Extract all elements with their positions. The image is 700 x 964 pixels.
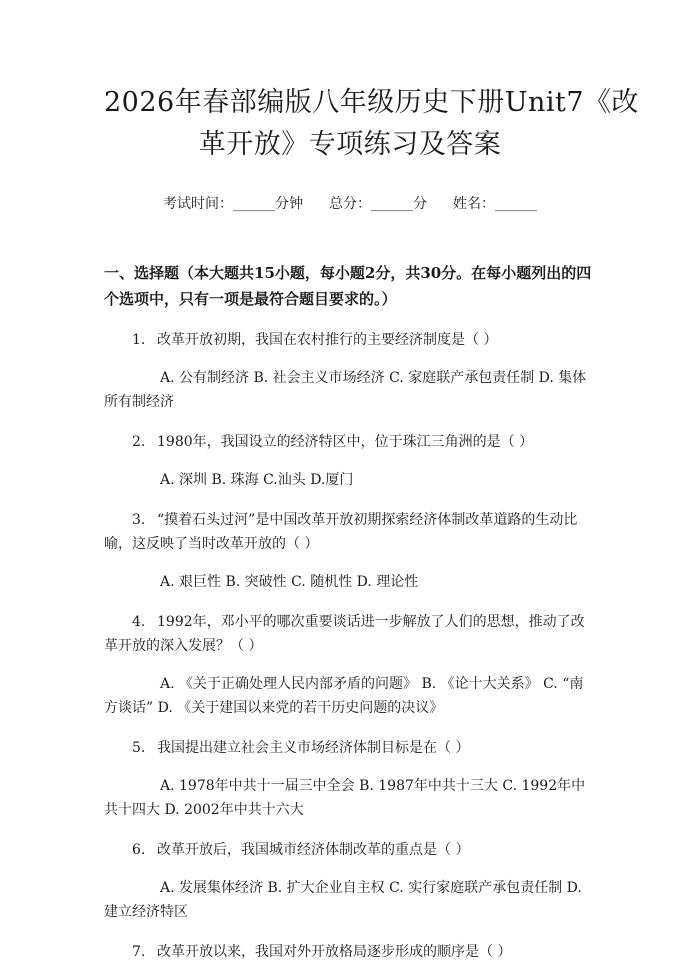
question-item — [104, 838, 596, 924]
question-text — [104, 328, 596, 352]
score-label: 总分： — [329, 196, 371, 212]
question-item — [104, 430, 596, 492]
question-stem: 我国提出建立社会主义市场经济体制目标是在（ ） — [157, 740, 470, 756]
section-heading: 一、选择题（本大题共15小题，每小题2分，共30分。在每小题列出的四个选项中，只有一项是最符合题目要求的。） — [104, 264, 592, 308]
question-options: A. 《关于正确处理人民内部矛盾的问题》 B. 《论十大关系》 C. “南方谈话” D. 《关于建国以来党的若干历史问题的决议》 — [104, 676, 584, 716]
question-number: 4. — [132, 614, 146, 630]
time-unit: 分钟 — [275, 196, 303, 212]
question-options: A. 发展集体经济 B. 扩大企业自主权 C. 实行家庭联产承包责任制 D. 建立经济特区 — [104, 880, 582, 920]
question-text — [104, 736, 596, 760]
question-text — [104, 508, 596, 556]
question-item — [104, 610, 596, 720]
question-options: A. 艰巨性 B. 突破性 C. 随机性 D. 理论性 — [160, 574, 419, 590]
question-stem: 改革开放以来，我国对外开放格局逐步形成的顺序是（ ） — [157, 944, 512, 960]
question-list — [104, 328, 596, 964]
question-number: 7. — [132, 944, 146, 960]
question-text — [104, 838, 596, 862]
question-stem: “摸着石头过河”是中国改革开放初期探索经济体制改革道路的生动比喻，这反映了当时改革开放的（ ） — [104, 512, 578, 552]
question-stem: 改革开放初期，我国在农村推行的主要经济制度是（ ） — [157, 332, 498, 348]
question-number: 6. — [132, 842, 146, 858]
question-stem: 1980年，我国设立的经济特区中，位于珠江三角洲的是（ ） — [157, 434, 534, 450]
exam-info — [104, 194, 596, 214]
question-item — [104, 736, 596, 822]
name-blank: ______ — [495, 196, 537, 212]
document-title — [104, 0, 640, 166]
question-text — [104, 610, 596, 658]
question-options: A. 深圳 B. 珠海 C.汕头 D.厦门 — [160, 472, 354, 488]
question-number: 3. — [132, 512, 146, 528]
name-label: 姓名： — [453, 196, 495, 212]
question-number: 1. — [132, 332, 146, 348]
question-stem: 改革开放后，我国城市经济体制改革的重点是（ ） — [157, 842, 470, 858]
time-blank: ______ — [233, 196, 275, 212]
title-line-1: 2026年春部编版八年级历史下册Unit7《改 — [104, 87, 640, 118]
question-options: A. 1978年中共十一届三中全会 B. 1987年中共十三大 C. 1992年中共十四大 D. 2002年中共十六大 — [104, 778, 586, 818]
question-options: A. 公有制经济 B. 社会主义市场经济 C. 家庭联产承包责任制 D. 集体所有制经济 — [104, 370, 587, 410]
question-number: 2. — [132, 434, 146, 450]
score-unit: 分 — [413, 196, 427, 212]
question-item — [104, 508, 596, 594]
question-stem: 1992年，邓小平的哪次重要谈话进一步解放了人们的思想，推动了改革开放的深入发展？（ ） — [104, 614, 585, 654]
question-text — [104, 430, 596, 454]
question-item — [104, 940, 596, 964]
title-line-2: 革开放》专项练习及答案 — [198, 129, 502, 160]
question-item — [104, 328, 596, 414]
question-text — [104, 940, 596, 964]
score-blank: ______ — [371, 196, 413, 212]
time-label: 考试时间： — [163, 196, 233, 212]
question-number: 5. — [132, 740, 146, 756]
